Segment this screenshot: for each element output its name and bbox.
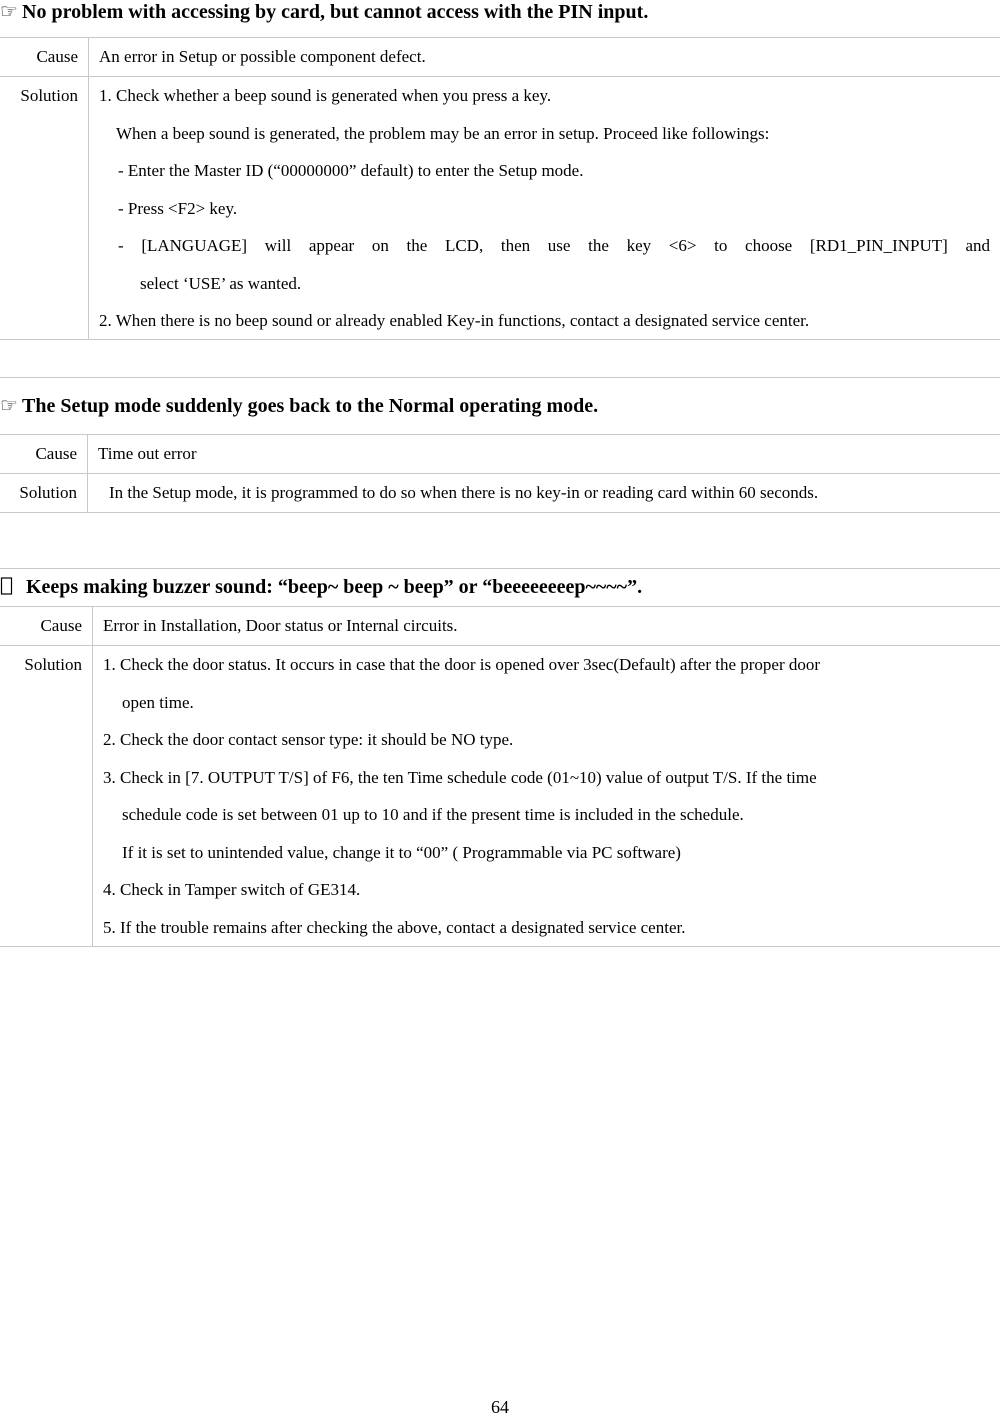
section-2-title: The Setup mode suddenly goes back to the Normal operating mode. [22,395,598,417]
pointing-hand-icon: ☞ [0,0,22,24]
solution-line: 4. Check in Tamper switch of GE314. [103,878,1000,916]
section-1-title: No problem with accessing by card, but cannot access with the PIN input. [22,1,648,23]
bullet-box-icon [0,575,26,599]
solution-line: schedule code is set between 01 up to 10 and if the present time is included in the schedule. [103,803,1000,841]
solution-line: open time. [103,691,1000,729]
solution-line: - Enter the Master ID (“00000000” default) to enter the Setup mode. [99,159,1000,197]
section-2-heading [0,394,1000,418]
cause-label: Cause [0,435,88,474]
cause-text: An error in Setup or possible component defect. [89,38,1000,77]
solution-text [89,77,1000,340]
section-3-heading [0,575,1000,599]
section-divider [0,568,1000,569]
solution-line: When a beep sound is generated, the problem may be an error in setup. Proceed like followings: [99,122,1000,160]
solution-label: Solution [0,77,89,340]
page-number: 64 [0,1397,1000,1418]
section-3-table [0,606,1000,947]
solution-text: In the Setup mode, it is programmed to do so when there is no key-in or reading card within 60 seconds. [88,474,1000,513]
cause-text: Error in Installation, Door status or Internal circuits. [93,607,1000,646]
solution-line: 5. If the trouble remains after checking the above, contact a designated service center. [103,916,1000,946]
solution-line: 1. Check whether a beep sound is generated when you press a key. [99,84,1000,122]
cause-text: Time out error [88,435,1000,474]
solution-line: - Press <F2> key. [99,197,1000,235]
pointing-hand-icon: ☞ [0,394,22,418]
section-divider [0,377,1000,378]
cause-label: Cause [0,38,89,77]
section-1-heading [0,0,1000,24]
solution-line: 2. When there is no beep sound or already enabled Key-in functions, contact a designated service center. [99,309,1000,339]
solution-line: 2. Check the door contact sensor type: it should be NO type. [103,728,1000,766]
section-3-title: Keeps making buzzer sound: “beep~ beep ~ beep” or “beeeeeeeep~~~~”. [26,576,642,598]
solution-line: 1. Check the door status. It occurs in case that the door is opened over 3sec(Default) after the proper door [103,653,1000,691]
solution-line: If it is set to unintended value, change it to “00” ( Programmable via PC software) [103,841,1000,879]
solution-label: Solution [0,474,88,513]
section-1-table [0,37,1000,340]
solution-line: select ‘USE’ as wanted. [99,272,1000,310]
cause-label: Cause [0,607,93,646]
section-2-table [0,434,1000,513]
solution-line: 3. Check in [7. OUTPUT T/S] of F6, the ten Time schedule code (01~10) value of output T/S. If the time [103,766,1000,804]
solution-label: Solution [0,646,93,947]
solution-line: - [LANGUAGE] will appear on the LCD, then use the key <6> to choose [RD1_PIN_INPUT] and [99,234,1000,272]
solution-text [93,646,1000,947]
